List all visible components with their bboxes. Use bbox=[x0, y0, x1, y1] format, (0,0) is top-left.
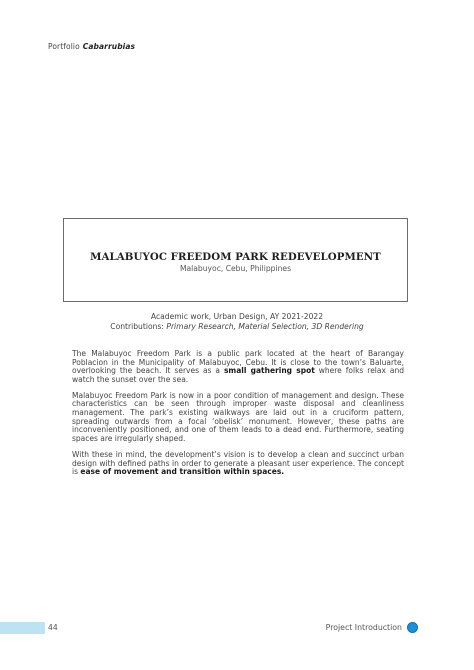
project-meta-line: Academic work, Urban Design, AY 2021-2022 bbox=[150, 312, 324, 321]
paragraph-1 bbox=[72, 350, 404, 384]
paragraph-2: Malabuyoc Freedom Park is now in a poor condition of management and design. These characteristics can be seen through improper waste disposal and cleanliness management. The park’s existing walkways are laid out in a cruciform pattern, spreading outwards from a focal ‘obelisk’ monument. However, these paths are inconveniently positioned, and one of them leads to a dead end. Furthermore, seating spaces are irregularly shaped. bbox=[72, 390, 404, 443]
footer-dot-icon bbox=[407, 622, 418, 633]
paragraph-1-text-b: where folks relax and watch the sunset over the sea. bbox=[72, 366, 404, 384]
page-number: 44 bbox=[48, 623, 58, 632]
section-label: Project Introduction bbox=[325, 623, 402, 632]
contributions-list: Primary Research, Material Selection, 3D Rendering bbox=[166, 322, 364, 331]
project-title-box bbox=[63, 218, 408, 302]
header-author-name: Cabarrubias bbox=[82, 42, 136, 51]
project-title: MALABUYOC FREEDOM PARK REDEVELOPMENT bbox=[90, 251, 381, 263]
paragraph-3-highlight: ease of movement and transition within spaces. bbox=[80, 467, 285, 477]
footer-accent-bar bbox=[0, 622, 45, 634]
project-description bbox=[72, 350, 404, 484]
paragraph-1-text-a: The Malabuyoc Freedom Park is a public park located at the heart of Barangay Poblacion in the Municipality of Malabuyoc, Cebu. It is close to the town’s Baluarte, overlooking the beach. It serves as a bbox=[72, 349, 404, 376]
paragraph-3 bbox=[72, 451, 404, 477]
page-header bbox=[48, 42, 135, 51]
contributions-line bbox=[0, 322, 474, 332]
paragraph-1-highlight: small gathering spot bbox=[223, 366, 315, 376]
paragraph-3-text-a: With these in mind, the development’s vision is to develop a clean and succinct urban design with defined paths in order to generate a pleasant user experience. The concept is bbox=[72, 449, 404, 477]
contributions-label: Contributions: bbox=[110, 322, 164, 331]
project-location: Malabuyoc, Cebu, Philippines bbox=[179, 264, 292, 273]
project-meta bbox=[0, 312, 474, 332]
header-prefix: Portfolio bbox=[48, 42, 80, 51]
